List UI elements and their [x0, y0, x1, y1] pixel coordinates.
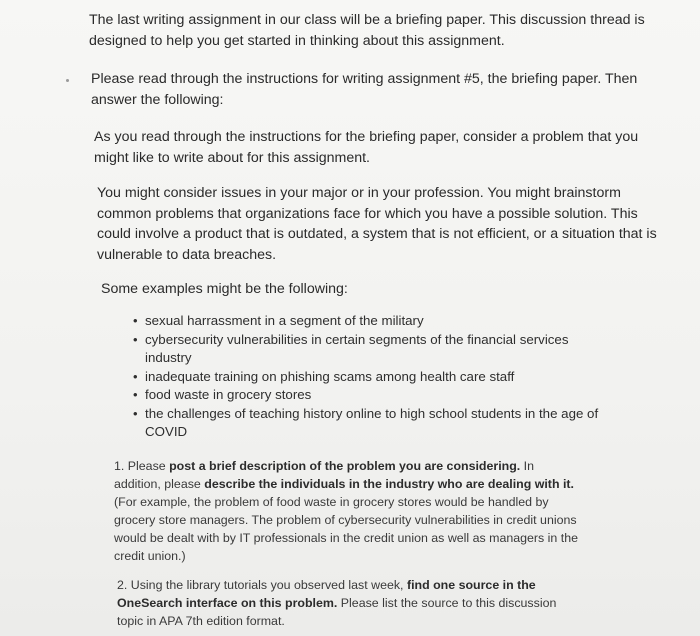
instructions-paragraph: Please read through the instructions for writing assignment #5, the briefing paper. Then answer the following:: [91, 71, 638, 108]
question-1-bold-task: post a brief description of the problem you are considering.: [169, 459, 521, 473]
examples-list: [133, 312, 603, 442]
question-2-prefix: 2. Using the library tutorials you observed last week,: [117, 578, 407, 592]
list-item: • cybersecurity vulnerabilities in certain segments of the financial services industry: [133, 331, 603, 368]
question-1: [114, 457, 584, 565]
question-1-suffix: (For example, the problem of food waste in grocery stores would be handled by grocery store managers. The problem of cybersecurity vulnerabilities in credit unions would be dealt with by IT professionals in the credit union as well as managers in the credit union.): [114, 495, 578, 563]
question-2-suffix: Please list the source to this discussion topic in APA 7th edition format.: [117, 596, 557, 628]
issues-paragraph: You might consider issues in your major or in your profession. You might brainstorm common problems that organizations face for which you have a possible solution. This could involve a product that is outdated, a system that is not efficient, or a situation that is vulnerable to data breaches.: [97, 185, 657, 263]
question-1-bold-describe: describe the individuals in the industry who are dealing with it.: [204, 477, 574, 491]
list-item: • inadequate training on phishing scams among health care staff: [133, 368, 603, 387]
question-2: [117, 576, 567, 630]
margin-dot: [66, 79, 69, 82]
consider-paragraph: As you read through the instructions for the briefing paper, consider a problem that you might like to write about for this assignment.: [94, 129, 639, 166]
question-2-bold-task: find one source in the OneSearch interface on this problem.: [117, 578, 536, 610]
question-1-prefix: 1. Please: [114, 459, 170, 473]
list-item: • the challenges of teaching history online to high school students in the age of COVID: [133, 405, 603, 442]
list-item: • sexual harrassment in a segment of the military: [133, 312, 603, 331]
list-item: • food waste in grocery stores: [133, 386, 603, 405]
intro-paragraph: The last writing assignment in our class will be a briefing paper. This discussion thread is designed to help you get started in thinking about this assignment.: [89, 12, 645, 49]
examples-intro: Some examples might be the following:: [101, 281, 348, 297]
question-1-mid: In addition, please: [114, 459, 535, 491]
